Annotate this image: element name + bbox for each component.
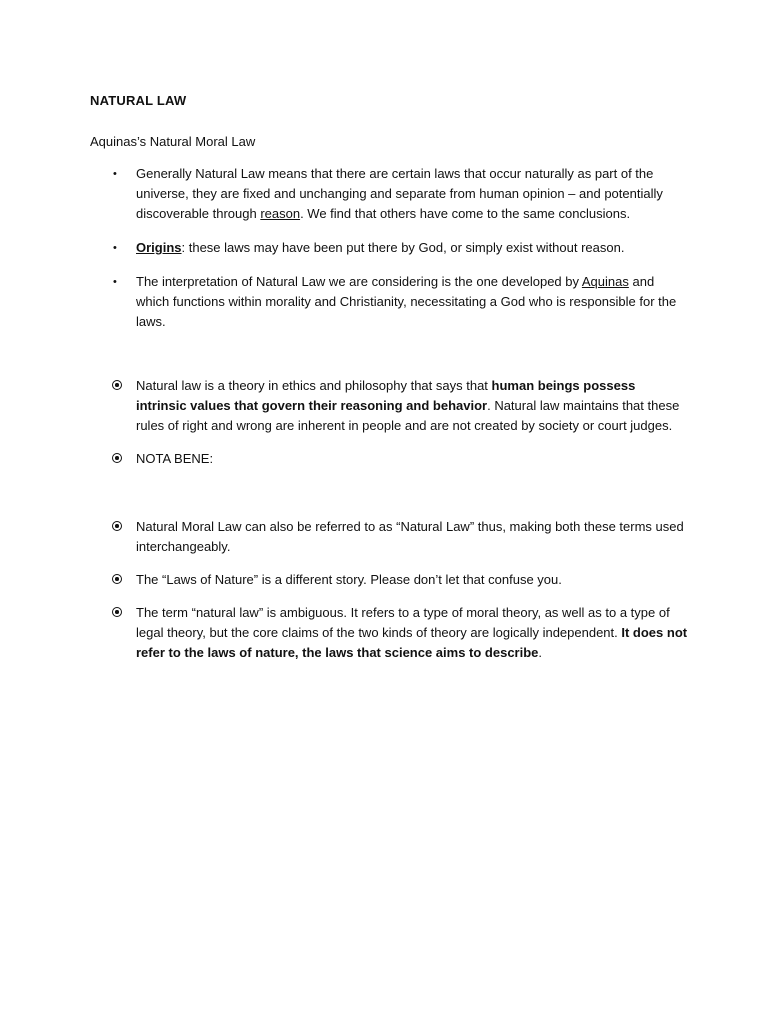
item-text: Natural law is a theory in ethics and philosophy that says that [136,378,492,393]
ring-bullet-icon [112,380,122,390]
document-subtitle: Aquinas’s Natural Moral Law [90,134,256,149]
item-bold-text: human beings possess intrinsic values that govern their reasoning and behavior [136,378,636,413]
nota-bene-label: NOTA BENE: [136,451,214,466]
item-text: The interpretation of Natural Law we are considering is the one developed by [136,274,582,289]
term-aquinas: Aquinas [581,274,629,289]
item-text: Natural Moral Law can also be referred to as “Natural Law” thus, making both these terms used interchangeably. [136,519,684,554]
ring-bullet-icon [112,453,122,463]
ring-bullet-icon [112,607,122,617]
item-bold-text: It does not refer to the laws of nature, the laws that science aims to describe [136,625,688,660]
list-item [0,570,768,590]
ring-bullet-icon [112,521,122,531]
item-text: : these laws may have been put there by God, or simply exist without reason. [181,240,625,255]
list-item [0,238,768,258]
item-text: The term “natural law” is ambiguous. It refers to a type of moral theory, as well as to a type of legal theory, but the core claims of the two kinds of theory are logically independent. [136,605,670,640]
bullet-dot-icon: • [113,276,117,288]
ring-bullet-icon [112,574,122,584]
bullet-list-ring [0,376,768,676]
bullet-dot-icon: • [113,168,117,180]
item-text: and which functions within morality and Christianity, necessitating a God who is responsible for the laws. [136,274,677,329]
list-item [0,376,768,436]
document-title: NATURAL LAW [90,93,187,108]
term-reason: reason [260,206,301,221]
list-item [0,603,768,663]
item-text: The “Laws of Nature” is a different story. Please don’t let that confuse you. [136,572,562,587]
item-text: . Natural law maintains that these rules of right and wrong are inherent in people and are not created by society or court judges. [136,398,680,433]
bullet-dot-icon: • [113,242,117,254]
list-item [0,272,768,332]
list-item [0,517,768,557]
item-text: . We find that others have come to the same conclusions. [300,206,631,221]
list-item [0,164,768,224]
bullet-list-small [0,164,768,346]
item-text: . [538,645,543,660]
list-item [0,449,768,469]
item-text: Generally Natural Law means that there are certain laws that occur naturally as part of the universe, they are fixed and unchanging and separate from human opinion – and potentially discoverable through [136,166,663,221]
term-origins: Origins [136,240,182,255]
